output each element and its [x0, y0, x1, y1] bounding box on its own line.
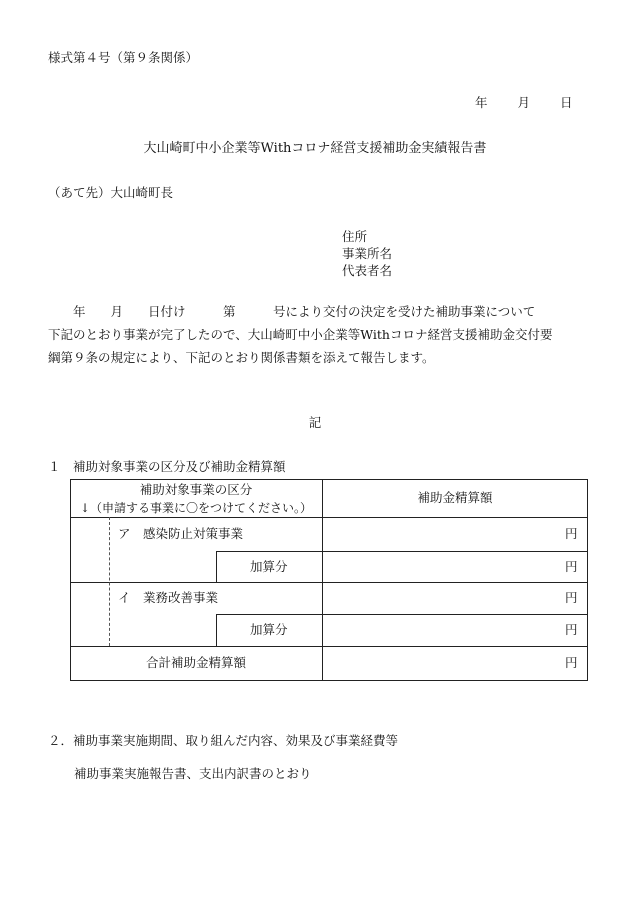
header-category: 補助対象事業の区分: [139, 482, 253, 497]
row-infection-addition-yen: 円: [565, 559, 578, 574]
date-month: 月: [517, 95, 531, 110]
row-infection-addition-label: 加算分: [250, 559, 288, 574]
ki-heading: 記: [308, 415, 322, 430]
table-addition-divider: [216, 551, 217, 583]
section1-heading: １ 補助対象事業の区分及び補助金精算額: [48, 459, 286, 474]
date-line: [475, 97, 573, 110]
table-border-left: [70, 479, 71, 681]
row-business-addition-yen: 円: [565, 622, 578, 637]
body-line-2: 下記のとおり事業が完了したので、大山崎町中小企業等Withコロナ経営支援補助金交付要: [48, 327, 553, 342]
body-line-3: 綱第９条の規定により、下記のとおり関係書類を添えて報告します。: [48, 350, 435, 365]
row-business-addition-label: 加算分: [250, 622, 288, 637]
form-number: 様式第４号（第９条関係）: [48, 50, 199, 65]
section2-heading: ２．補助事業実施期間、取り組んだ内容、効果及び事業経費等: [48, 733, 399, 748]
table-rule: [70, 582, 588, 583]
table-rule: [70, 646, 588, 647]
header-category-note: ↓（申請する事業に〇をつけてください。）: [80, 501, 313, 515]
selection-dashed-line: [109, 517, 110, 646]
date-day: 日: [560, 95, 573, 110]
row-infection-prevention-label: ア 感染防止対策事業: [118, 526, 244, 541]
row-total-label: 合計補助金精算額: [145, 655, 246, 670]
table-rule: [216, 614, 588, 615]
table-rule: [216, 551, 588, 552]
body-paragraph: [48, 300, 588, 369]
sender-representative-label: 代表者名: [342, 263, 393, 278]
sender-address-label: 住所: [342, 229, 368, 244]
row-infection-prevention-yen: 円: [565, 526, 578, 541]
sender-block: [342, 228, 392, 279]
header-amount: 補助金精算額: [417, 490, 493, 505]
table-rule: [70, 517, 588, 518]
section2-body: 補助事業実施報告書、支出内訳書のとおり: [74, 766, 312, 781]
date-year: 年: [475, 95, 488, 110]
row-business-improvement-yen: 円: [565, 590, 578, 605]
row-business-improvement-label: イ 業務改善事業: [118, 590, 219, 605]
addressee: （あて先）大山崎町長: [48, 185, 174, 200]
table-column-divider: [322, 479, 323, 681]
sender-office-label: 事業所名: [342, 246, 393, 261]
settlement-table: [70, 479, 588, 681]
document-title: 大山崎町中小企業等Withコロナ経営支援補助金実績報告書: [143, 141, 487, 156]
table-border-right: [587, 479, 588, 681]
row-total-yen: 円: [565, 655, 578, 670]
table-addition-divider: [216, 614, 217, 647]
body-line-1: 年 月 日付け 第 号により交付の決定を受けた補助事業について: [48, 304, 536, 319]
table-border-top: [70, 479, 588, 480]
table-border-bottom: [70, 680, 588, 681]
